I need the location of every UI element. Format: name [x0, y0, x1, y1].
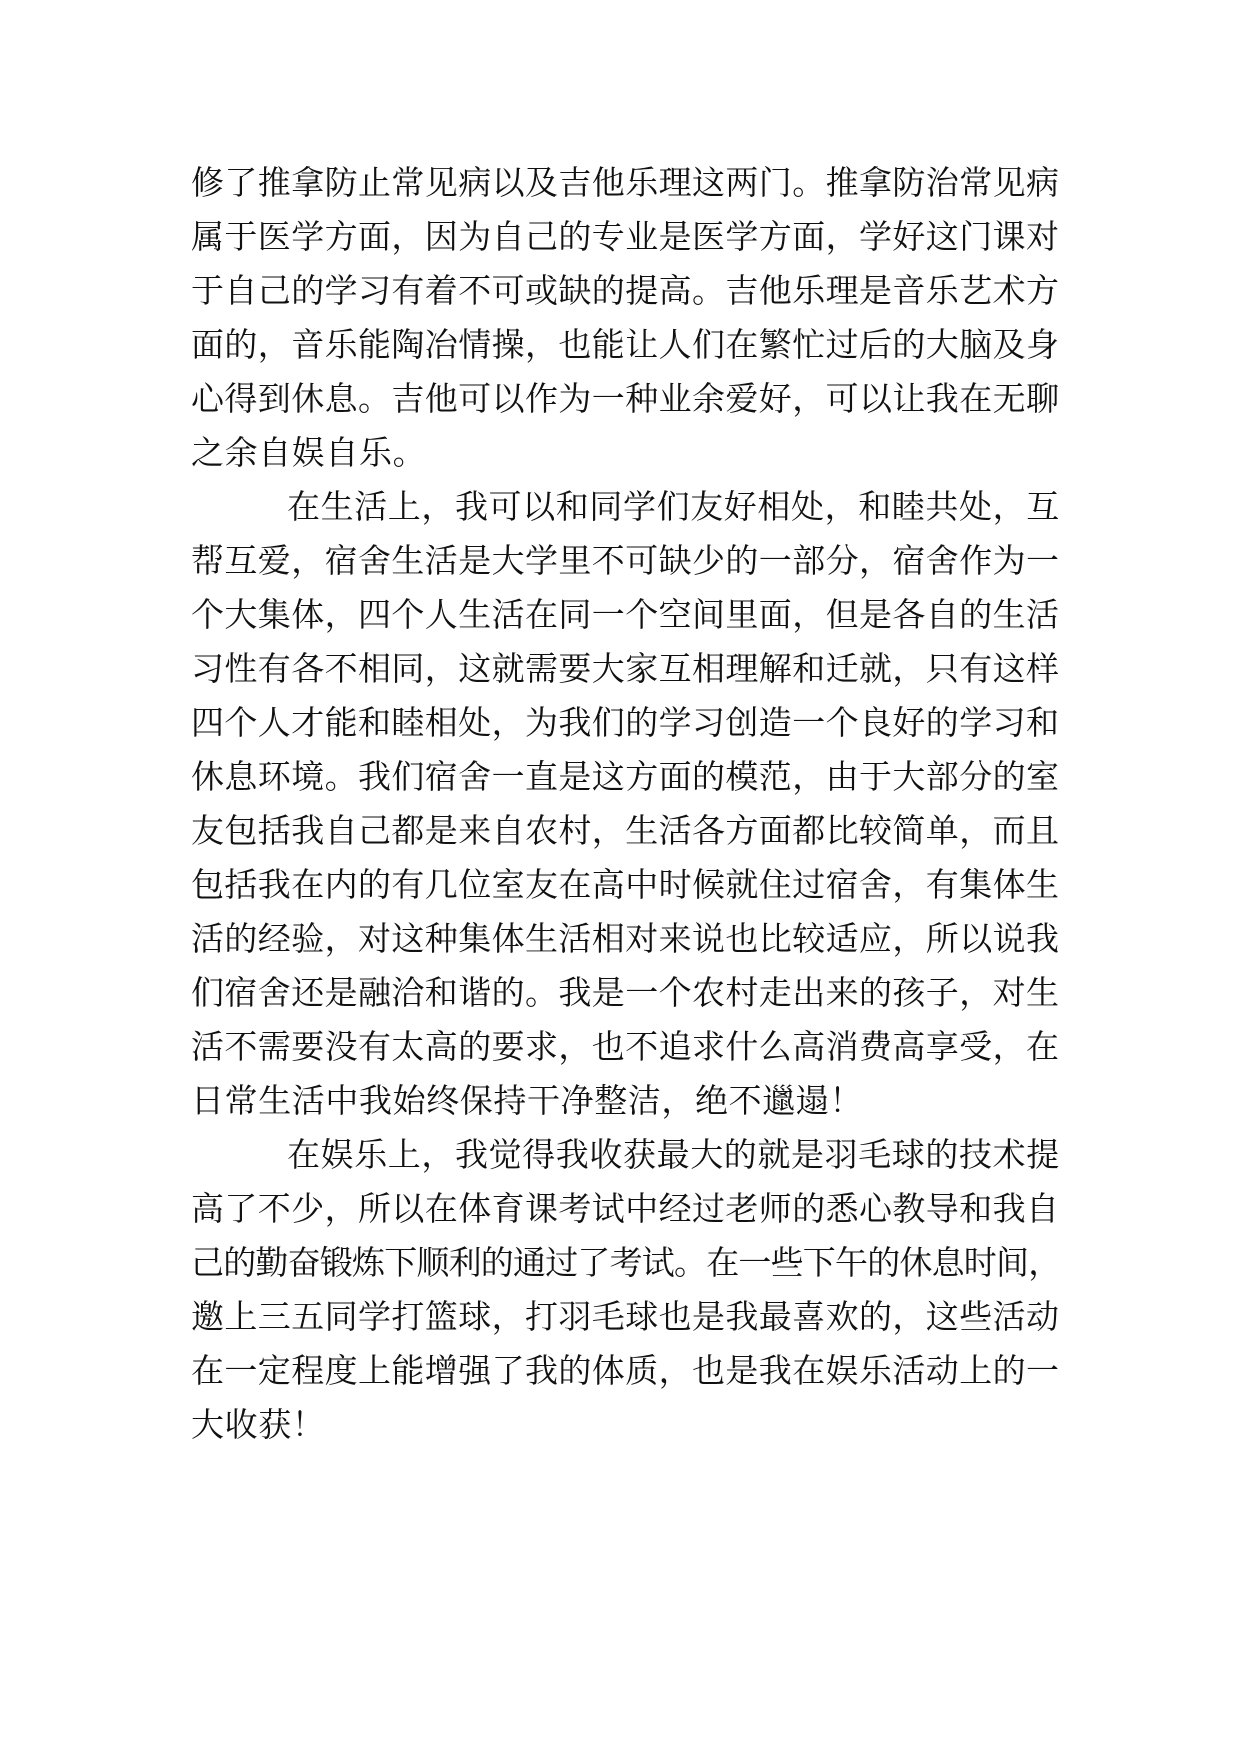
text-line: 四个人才能和睦相处，为我们的学习创造一个良好的学习和	[191, 703, 1060, 742]
text-line: 休息环境。我们宿舍一直是这方面的模范，由于大部分的室	[191, 757, 1060, 796]
text-line: 修了推拿防止常见病以及吉他乐理这两门。推拿防治常见病	[191, 163, 1060, 202]
text-line: 活的经验，对这种集体生活相对来说也比较适应，所以说我	[191, 919, 1060, 958]
text-line: 心得到休息。吉他可以作为一种业余爱好，可以让我在无聊	[191, 379, 1060, 418]
text-line: 友包括我自己都是来自农村，生活各方面都比较简单，而且	[191, 811, 1060, 850]
text-line: 之余自娱自乐。	[191, 433, 427, 472]
paragraph-entertainment	[191, 1128, 1061, 1452]
text-line: 于自己的学习有着不可或缺的提高。吉他乐理是音乐艺术方	[191, 271, 1060, 310]
text-line: 习性有各不相同，这就需要大家互相理解和迁就，只有这样	[191, 649, 1060, 688]
text-line: 个大集体，四个人生活在同一个空间里面，但是各自的生活	[191, 595, 1060, 634]
paragraph-course-study	[191, 156, 1061, 480]
text-line: 大收获！	[191, 1405, 326, 1444]
text-line: 活不需要没有太高的要求，也不追求什么高消费高享受，在	[191, 1027, 1060, 1066]
text-line: 在生活上，我可以和同学们友好相处，和睦共处，互	[287, 487, 1060, 526]
text-line: 在娱乐上，我觉得我收获最大的就是羽毛球的技术提	[287, 1135, 1060, 1174]
text-line: 帮互爱，宿舍生活是大学里不可缺少的一部分，宿舍作为一	[191, 541, 1060, 580]
text-line: 属于医学方面，因为自己的专业是医学方面，学好这门课对	[191, 217, 1060, 256]
text-line: 日常生活中我始终保持干净整洁，绝不邋遢！	[191, 1081, 863, 1120]
text-line: 邀上三五同学打篮球，打羽毛球也是我最喜欢的，这些活动	[191, 1297, 1060, 1336]
text-line: 在一定程度上能增强了我的体质，也是我在娱乐活动上的一	[191, 1351, 1060, 1390]
text-line: 面的，音乐能陶冶情操，也能让人们在繁忙过后的大脑及身	[191, 325, 1060, 364]
body-text	[191, 156, 1061, 1452]
text-line: 己的勤奋锻炼下顺利的通过了考试。在一些下午的休息时间，	[191, 1243, 1061, 1282]
text-line: 们宿舍还是融洽和谐的。我是一个农村走出来的孩子，对生	[191, 973, 1060, 1012]
text-line: 高了不少，所以在体育课考试中经过老师的悉心教导和我自	[191, 1189, 1060, 1228]
text-line: 包括我在内的有几位室友在高中时候就住过宿舍，有集体生	[191, 865, 1060, 904]
paragraph-daily-life	[191, 480, 1061, 1128]
